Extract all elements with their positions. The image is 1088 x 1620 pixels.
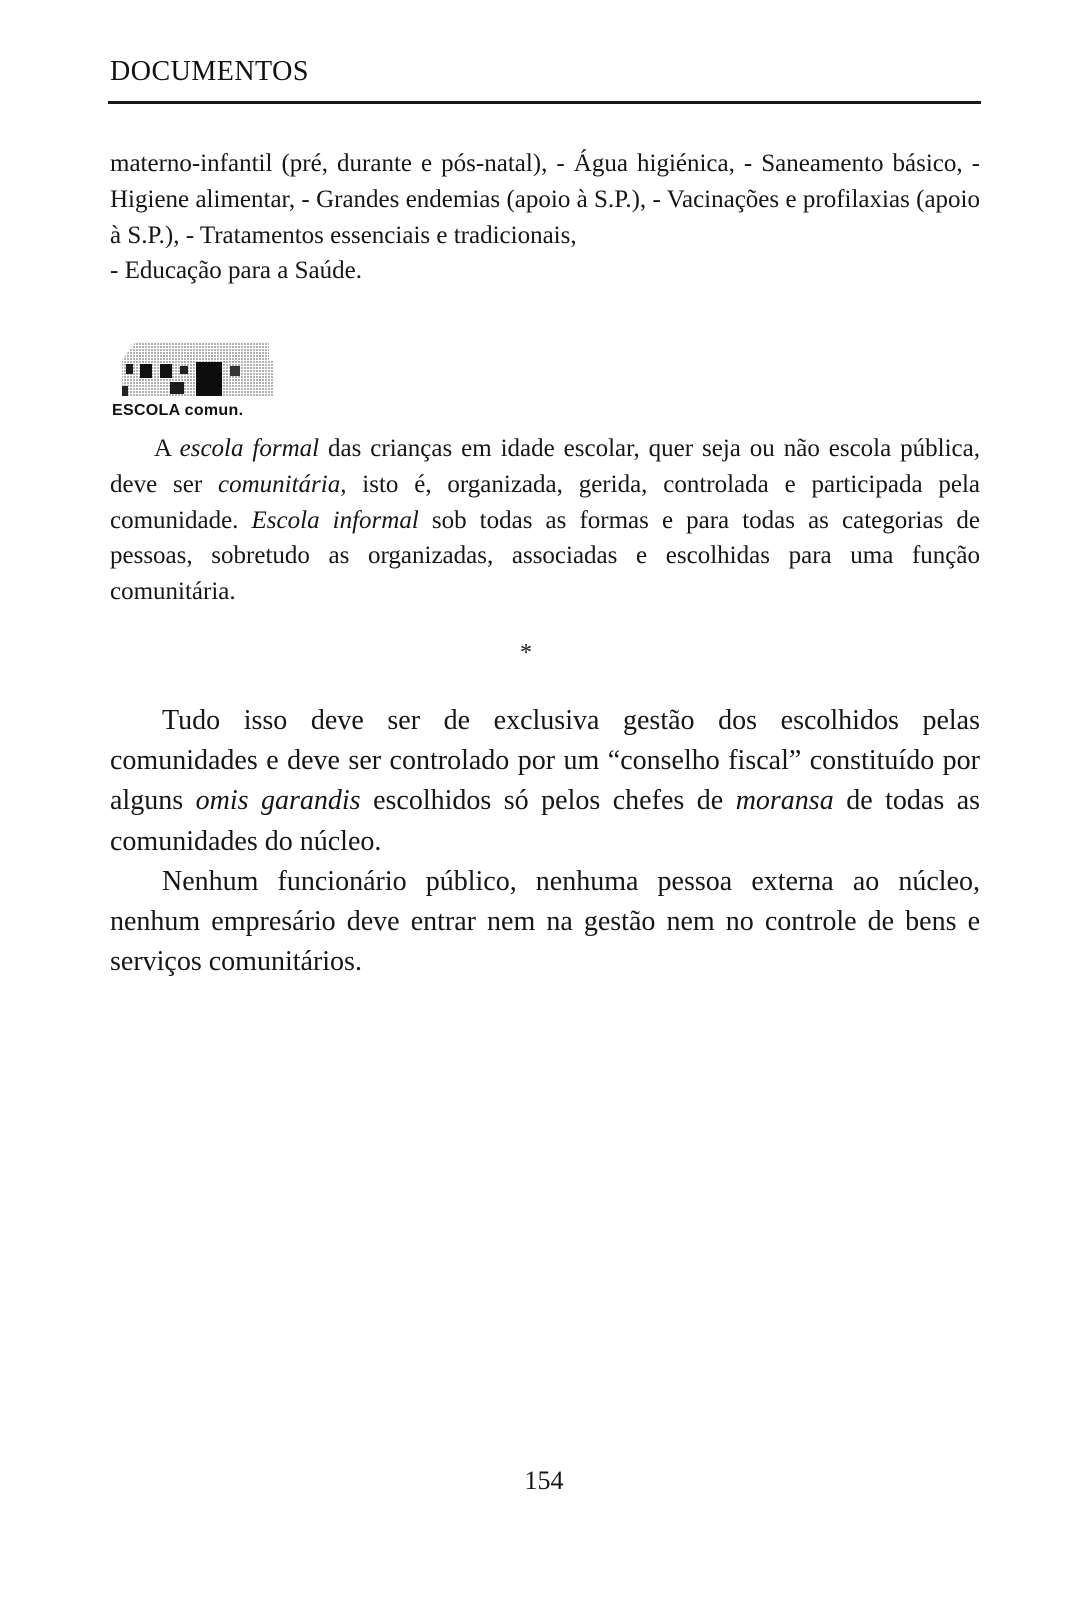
closing-paragraphs [110, 701, 980, 982]
section-separator: * [520, 640, 532, 666]
emphasis-omis-garandis: omis garandis [195, 785, 361, 817]
text-run: das crianças em idade escolar, quer seja ou não escola pública, deve ser [110, 435, 980, 498]
text-run: Tudo isso deve ser de exclusiva gestão dos escolhidos pelas comunidades e deve ser controlado por um “conselho fiscal” constituído por alguns [110, 705, 980, 817]
running-head-title: DOCUMENTOS [110, 56, 309, 87]
health-education-item: - Educação para a Saúde. [110, 257, 362, 285]
escola-paragraph [110, 431, 980, 610]
health-services-paragraph [110, 146, 980, 289]
governance-paragraph [110, 701, 980, 862]
emphasis-escola-formal: escola formal [179, 435, 320, 462]
emphasis-escola-informal: Escola informal [251, 506, 419, 534]
text-run: escolhidos só pelos chefes de [373, 785, 724, 817]
text-run: de todas as comunidades do núcleo. [110, 785, 981, 857]
page-number: 154 [524, 1466, 564, 1495]
section-subheading: ESCOLA comun. [112, 402, 244, 419]
text-run: isto é, organizada, gerida, controlada e participada pela comunidade. [110, 470, 981, 534]
header-rule [108, 101, 981, 104]
school-emblem-icon [112, 340, 282, 400]
text-run: sob todas as formas e para todas as categorias de pessoas, sobretudo as organizadas, associadas e escolhidas para uma função comunitária. [110, 506, 981, 606]
text-run: A [154, 435, 171, 462]
emphasis-comunitaria: comunitária, [218, 470, 347, 498]
exclusion-paragraph: Nenhum funcionário público, nenhuma pessoa externa ao núcleo, nenhum empresário deve entrar nem na gestão nem no controle de bens e serviços comunitários. [110, 865, 980, 978]
emphasis-moransa: moransa [735, 785, 834, 817]
health-services-list: materno-infantil (pré, durante e pós-natal), - Água higiénica, - Saneamento básico, - Higiene alimentar, - Grandes endemias (apoio à S.P.), - Vacinações e profilaxias (apoio à S.P.), - Tratamentos essenciais e tradicionais, [110, 150, 980, 249]
